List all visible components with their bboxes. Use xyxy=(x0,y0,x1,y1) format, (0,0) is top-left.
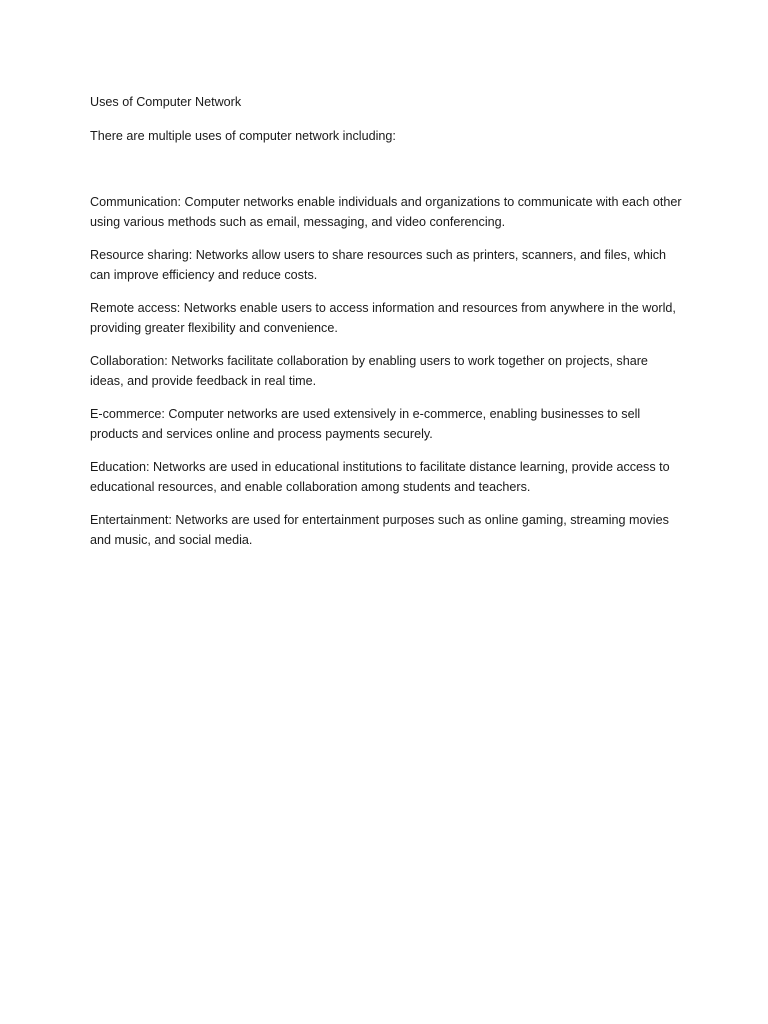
paragraph-collaboration: Collaboration: Networks facilitate collaboration by enabling users to work together on projects, share ideas, and provide feedback in real time. xyxy=(90,354,648,388)
paragraph-e-commerce: E-commerce: Computer networks are used extensively in e-commerce, enabling businesses to sell products and services online and process payments securely. xyxy=(90,407,641,441)
paragraph-communication: Communication: Computer networks enable individuals and organizations to communicate with each other using various methods such as email, messaging, and video conferencing. xyxy=(90,195,682,229)
paragraph-resource-sharing: Resource sharing: Networks allow users to share resources such as printers, scanners, and files, which can improve efficiency and reduce costs. xyxy=(90,248,667,282)
paragraph-education: Education: Networks are used in educational institutions to facilitate distance learning, provide access to educational resources, and enable collaboration among students and teachers. xyxy=(90,460,670,494)
paragraph-entertainment: Entertainment: Networks are used for entertainment purposes such as online gaming, streaming movies and music, and social media. xyxy=(90,513,669,547)
paragraph-remote-access: Remote access: Networks enable users to access information and resources from anywhere in the world, providing greater flexibility and convenience. xyxy=(90,301,676,335)
document-body xyxy=(90,93,682,563)
intro-paragraph: There are multiple uses of computer network including: xyxy=(90,129,396,143)
document-title: Uses of Computer Network xyxy=(90,95,242,109)
